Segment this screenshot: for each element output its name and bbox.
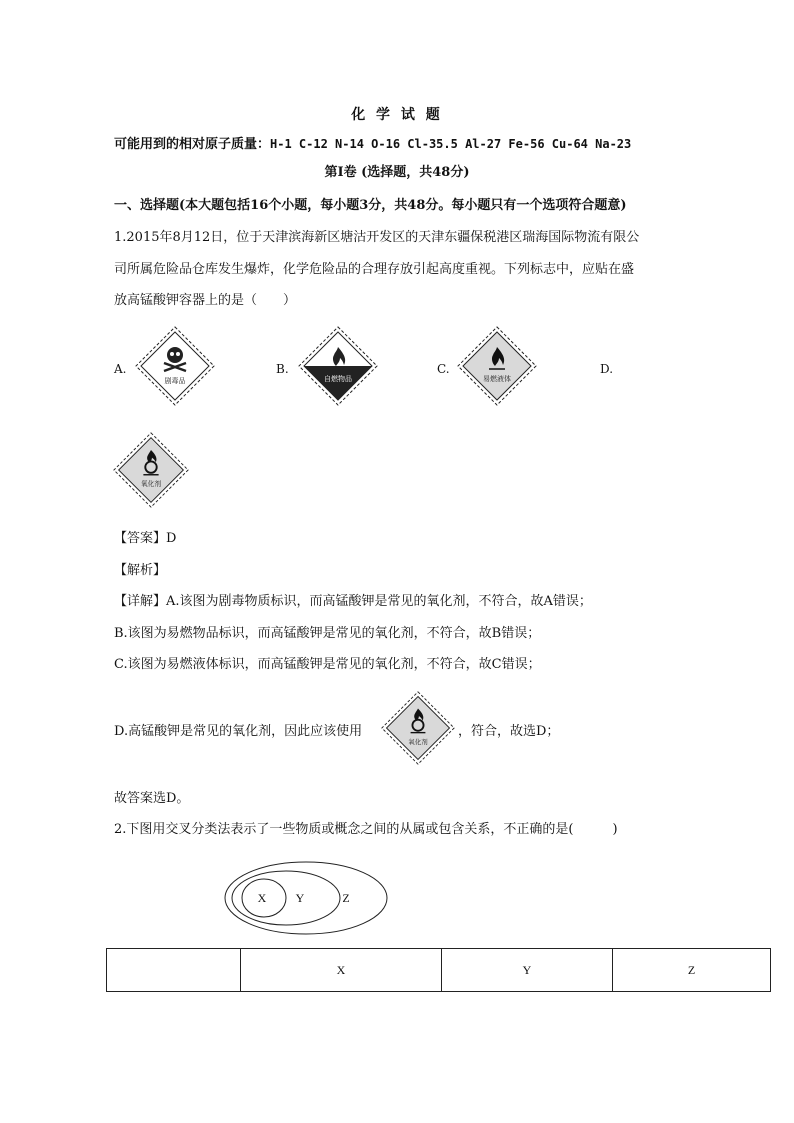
table-row — [107, 949, 771, 992]
venn-y-label: Y — [295, 891, 305, 905]
detail-d-inline-sign — [380, 688, 456, 772]
detail-d-sign-text: 氧化剂 — [408, 737, 428, 746]
q1-stem-line3: 放高锰酸钾容器上的是（ ） — [114, 293, 297, 308]
option-d-sign — [112, 429, 190, 515]
analysis-heading: 【解析】 — [114, 563, 167, 578]
q1-stem-line2: 司所属危险品仓库发生爆炸，化学危险品的合理存放引起高度重视。下列标志中，应贴在盛 — [114, 262, 635, 277]
table-header-blank — [107, 949, 241, 992]
option-b-sign — [297, 325, 379, 411]
option-c-label: C. — [437, 362, 450, 376]
table-header-y: Y — [442, 949, 613, 992]
q2-stem: 2.下图用交叉分类法表示了一些物质或概念之间的从属或包含关系，不正确的是( ) — [114, 822, 618, 837]
answer-line: 【答案】D — [114, 531, 177, 546]
detail-b: B.该图为易燃物品标识，而高锰酸钾是常见的氧化剂，不符合，故B错误； — [114, 626, 541, 641]
page-title: 化 学 试 题 — [351, 107, 443, 123]
option-d-label: D. — [600, 362, 614, 376]
table-header-z: Z — [613, 949, 771, 992]
section-heading: 第I卷 (选择题，共48分) — [324, 165, 470, 180]
q1-stem-line1: 1.2015年8月12日，位于天津滨海新区塘沽开发区的天津东疆保税港区瑞海国际物流有限公 — [114, 230, 640, 245]
option-d-sign-text: 氧化剂 — [141, 480, 161, 489]
atomic-masses-values: H-1 C-12 N-14 O-16 Cl-35.5 Al-27 Fe-56 Cu-64 Na-23 — [270, 137, 632, 151]
option-b-sign-text: 自燃物品 — [324, 375, 352, 383]
detail-c: C.该图为易燃液体标识，而高锰酸钾是常见的氧化剂，不符合，故C错误； — [114, 657, 541, 672]
option-b-label: B. — [276, 362, 289, 376]
option-c-sign-text: 易燃液体 — [483, 375, 511, 383]
conclusion-line: 故答案选D。 — [114, 791, 190, 806]
detail-a: 【详解】A.该图为剧毒物质标识，而高锰酸钾是常见的氧化剂，不符合，故A错误； — [114, 594, 592, 609]
option-a-label: A. — [114, 362, 127, 376]
venn-z-label: Z — [342, 891, 350, 905]
option-a-sign — [134, 325, 216, 411]
detail-d-prefix: D.高锰酸钾是常见的氧化剂，因此应该使用 — [114, 724, 363, 739]
part-heading: 一、选择题(本大题包括16个小题，每小题3分，共48分。每小题只有一个选项符合题意) — [114, 198, 627, 213]
option-a-sign-text: 剧毒品 — [164, 377, 186, 385]
atomic-masses-line — [114, 135, 631, 154]
venn-diagram — [222, 858, 392, 942]
q2-options-table — [106, 948, 771, 992]
option-c-sign — [456, 325, 538, 411]
atomic-masses-label: 可能用到的相对原子质量： — [114, 137, 271, 152]
detail-d-suffix: ，符合，故选D； — [458, 724, 560, 739]
venn-x-label: X — [257, 891, 267, 905]
table-header-x: X — [241, 949, 442, 992]
